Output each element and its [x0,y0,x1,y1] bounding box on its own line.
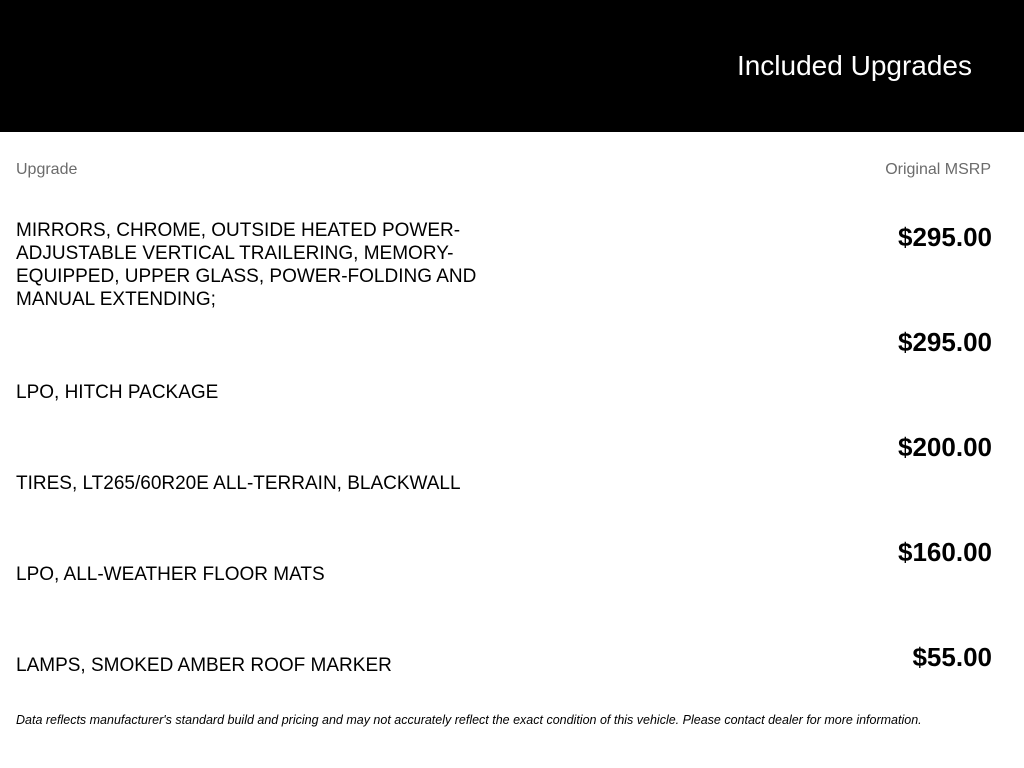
upgrade-name: LPO, HITCH PACKAGE [16,382,219,403]
upgrade-name: TIRES, LT265/60R20E ALL-TERRAIN, BLACKWALL [16,473,461,494]
upgrade-name: LPO, ALL-WEATHER FLOOR MATS [16,564,325,585]
disclaimer-text: Data reflects manufacturer's standard build and pricing and may not accurately reflect the exact condition of this vehicle. Please contact dealer for more information. [16,713,922,727]
column-header-msrp: Original MSRP [885,161,991,178]
upgrade-price: $200.00 [898,432,992,462]
upgrade-name: MIRRORS, CHROME, OUTSIDE HEATED POWER-ADJUSTABLE VERTICAL TRAILERING, MEMORY-EQUIPPED, UPPER GLASS, POWER-FOLDING AND MANUAL EXTENDING; [16,220,477,310]
page-header [0,0,1024,132]
upgrade-price: $295.00 [898,327,992,357]
column-header-upgrade: Upgrade [16,161,78,178]
upgrade-price: $55.00 [912,642,992,672]
upgrade-name: LAMPS, SMOKED AMBER ROOF MARKER [16,655,392,676]
upgrade-price: $160.00 [898,537,992,567]
upgrade-price: $295.00 [898,222,992,252]
page-title: Included Upgrades [736,50,972,81]
